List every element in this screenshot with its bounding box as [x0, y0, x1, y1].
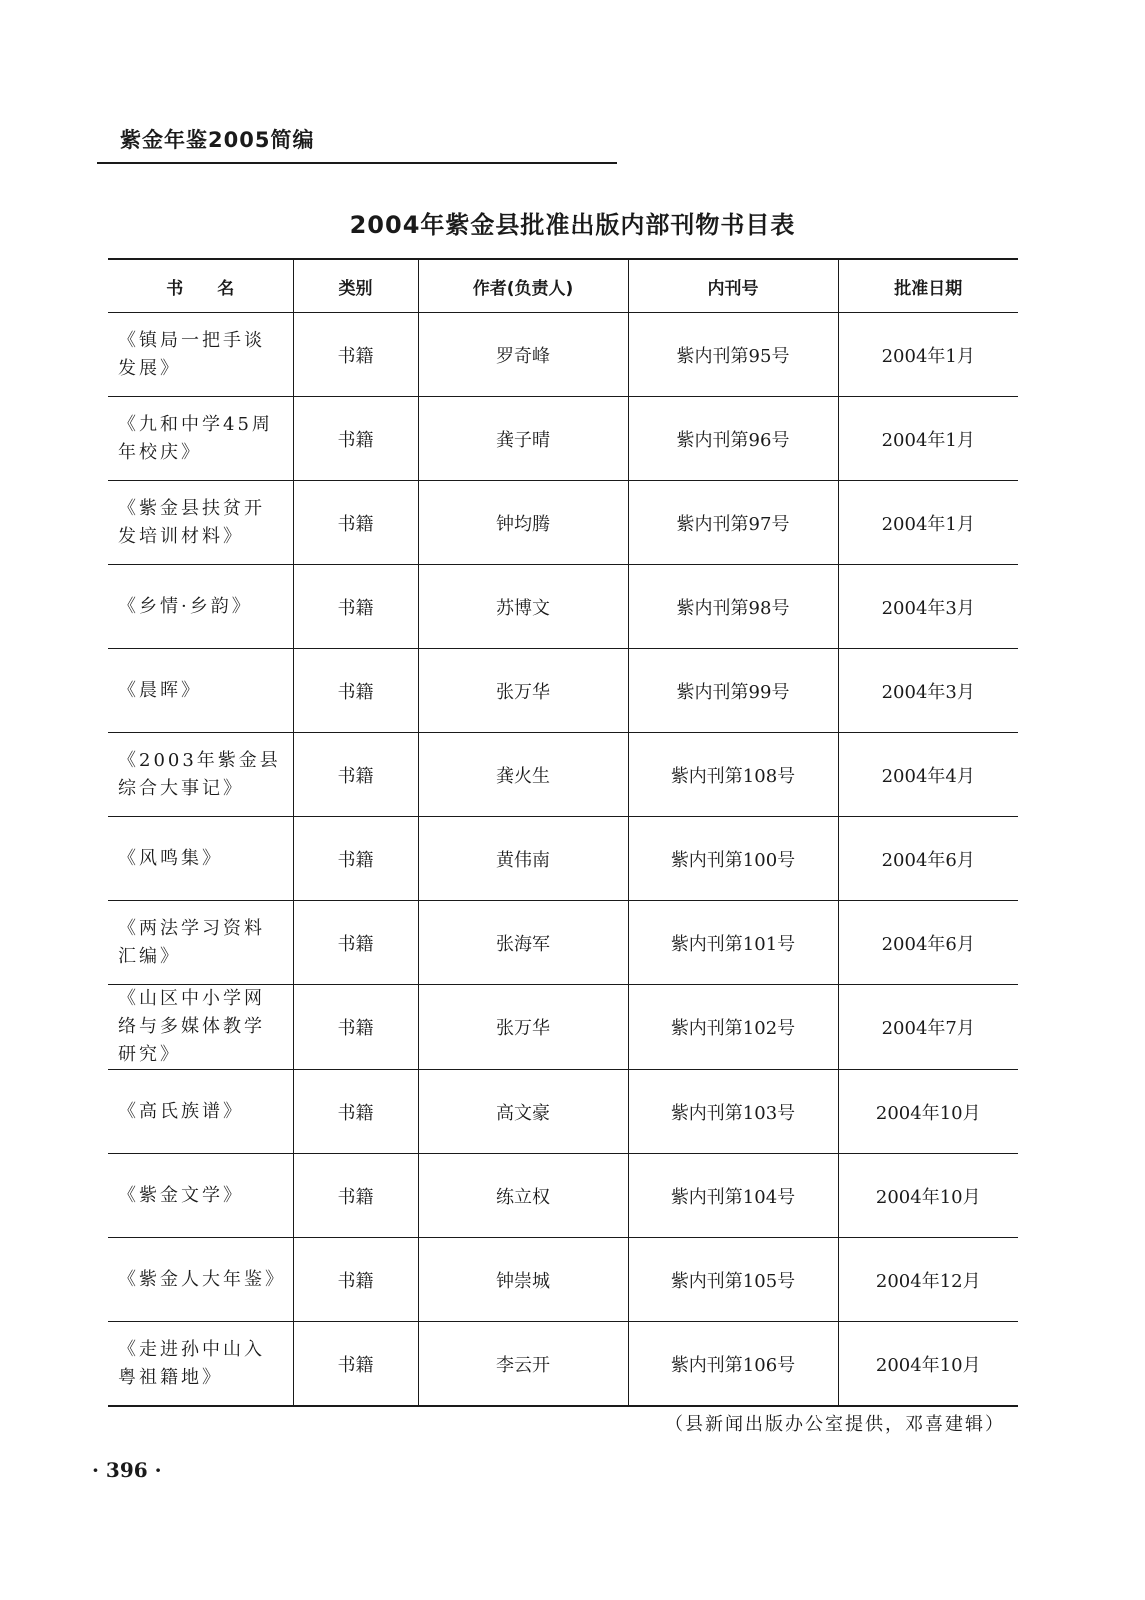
approval-date-cell: 2004年1月	[838, 481, 1018, 565]
internal-number-cell: 紫内刊第96号	[628, 397, 838, 481]
category-cell: 书籍	[293, 313, 418, 397]
book-name-cell: 《九和中学45周年校庆》	[108, 397, 293, 481]
table-row	[108, 565, 1018, 649]
author-cell: 高文豪	[418, 1070, 628, 1154]
approval-date-cell: 2004年1月	[838, 313, 1018, 397]
internal-number-cell: 紫内刊第95号	[628, 313, 838, 397]
book-name-cell: 《风鸣集》	[108, 817, 293, 901]
header-book-name: 书 名	[108, 259, 293, 313]
author-cell: 罗奇峰	[418, 313, 628, 397]
author-cell: 钟均腾	[418, 481, 628, 565]
category-cell: 书籍	[293, 985, 418, 1070]
category-cell: 书籍	[293, 481, 418, 565]
internal-number-cell: 紫内刊第100号	[628, 817, 838, 901]
running-head: 紫金年鉴2005简编	[120, 128, 315, 152]
book-name-cell: 《高氏族谱》	[108, 1070, 293, 1154]
book-name-cell: 《紫金文学》	[108, 1154, 293, 1238]
internal-number-cell: 紫内刊第103号	[628, 1070, 838, 1154]
table-row	[108, 985, 1018, 1070]
header-author: 作者(负责人)	[418, 259, 628, 313]
internal-number-cell: 紫内刊第108号	[628, 733, 838, 817]
author-cell: 张万华	[418, 985, 628, 1070]
book-name-cell: 《两法学习资料汇编》	[108, 901, 293, 985]
approval-date-cell: 2004年6月	[838, 817, 1018, 901]
approval-date-cell: 2004年10月	[838, 1322, 1018, 1407]
internal-number-cell: 紫内刊第98号	[628, 565, 838, 649]
author-cell: 苏博文	[418, 565, 628, 649]
header-category: 类别	[293, 259, 418, 313]
category-cell: 书籍	[293, 1238, 418, 1322]
author-cell: 练立权	[418, 1154, 628, 1238]
header-rule	[97, 162, 617, 164]
category-cell: 书籍	[293, 817, 418, 901]
approval-date-cell: 2004年4月	[838, 733, 1018, 817]
header-approval-date: 批准日期	[838, 259, 1018, 313]
source-note: （县新闻出版办公室提供，邓喜建辑）	[665, 1414, 1005, 1435]
table-row	[108, 733, 1018, 817]
page-number: · 396 ·	[92, 1458, 162, 1482]
internal-number-cell: 紫内刊第101号	[628, 901, 838, 985]
category-cell: 书籍	[293, 1070, 418, 1154]
author-cell: 龚火生	[418, 733, 628, 817]
internal-number-cell: 紫内刊第105号	[628, 1238, 838, 1322]
author-cell: 李云开	[418, 1322, 628, 1407]
internal-number-cell: 紫内刊第106号	[628, 1322, 838, 1407]
approval-date-cell: 2004年6月	[838, 901, 1018, 985]
document-title: 2004年紫金县批准出版内部刊物书目表	[349, 211, 796, 239]
internal-number-cell: 紫内刊第99号	[628, 649, 838, 733]
internal-number-cell: 紫内刊第104号	[628, 1154, 838, 1238]
category-cell: 书籍	[293, 733, 418, 817]
book-name-cell: 《紫金县扶贫开发培训材料》	[108, 481, 293, 565]
header-internal-number: 内刊号	[628, 259, 838, 313]
table-row	[108, 481, 1018, 565]
table-row	[108, 313, 1018, 397]
book-name-cell: 《乡情·乡韵》	[108, 565, 293, 649]
author-cell: 钟崇城	[418, 1238, 628, 1322]
table-header-row	[108, 259, 1018, 313]
approval-date-cell: 2004年1月	[838, 397, 1018, 481]
table-row	[108, 397, 1018, 481]
approval-date-cell: 2004年3月	[838, 649, 1018, 733]
approval-date-cell: 2004年7月	[838, 985, 1018, 1070]
approval-date-cell: 2004年12月	[838, 1238, 1018, 1322]
publication-catalog-table	[108, 258, 1018, 1407]
author-cell: 张万华	[418, 649, 628, 733]
approval-date-cell: 2004年10月	[838, 1070, 1018, 1154]
author-cell: 龚子晴	[418, 397, 628, 481]
category-cell: 书籍	[293, 565, 418, 649]
book-name-cell: 《山区中小学网络与多媒体教学研究》	[108, 985, 293, 1070]
table-row	[108, 649, 1018, 733]
table-row	[108, 901, 1018, 985]
book-name-cell: 《紫金人大年鉴》	[108, 1238, 293, 1322]
table-row	[108, 1238, 1018, 1322]
author-cell: 张海军	[418, 901, 628, 985]
book-name-cell: 《走进孙中山入粤祖籍地》	[108, 1322, 293, 1407]
table-row	[108, 1322, 1018, 1407]
table-row	[108, 817, 1018, 901]
internal-number-cell: 紫内刊第97号	[628, 481, 838, 565]
book-name-cell: 《晨晖》	[108, 649, 293, 733]
table-row	[108, 1154, 1018, 1238]
author-cell: 黄伟南	[418, 817, 628, 901]
book-name-cell: 《镇局一把手谈发展》	[108, 313, 293, 397]
book-name-cell: 《2003年紫金县综合大事记》	[108, 733, 293, 817]
category-cell: 书籍	[293, 1322, 418, 1407]
category-cell: 书籍	[293, 649, 418, 733]
table-row	[108, 1070, 1018, 1154]
category-cell: 书籍	[293, 901, 418, 985]
category-cell: 书籍	[293, 397, 418, 481]
category-cell: 书籍	[293, 1154, 418, 1238]
approval-date-cell: 2004年3月	[838, 565, 1018, 649]
internal-number-cell: 紫内刊第102号	[628, 985, 838, 1070]
approval-date-cell: 2004年10月	[838, 1154, 1018, 1238]
